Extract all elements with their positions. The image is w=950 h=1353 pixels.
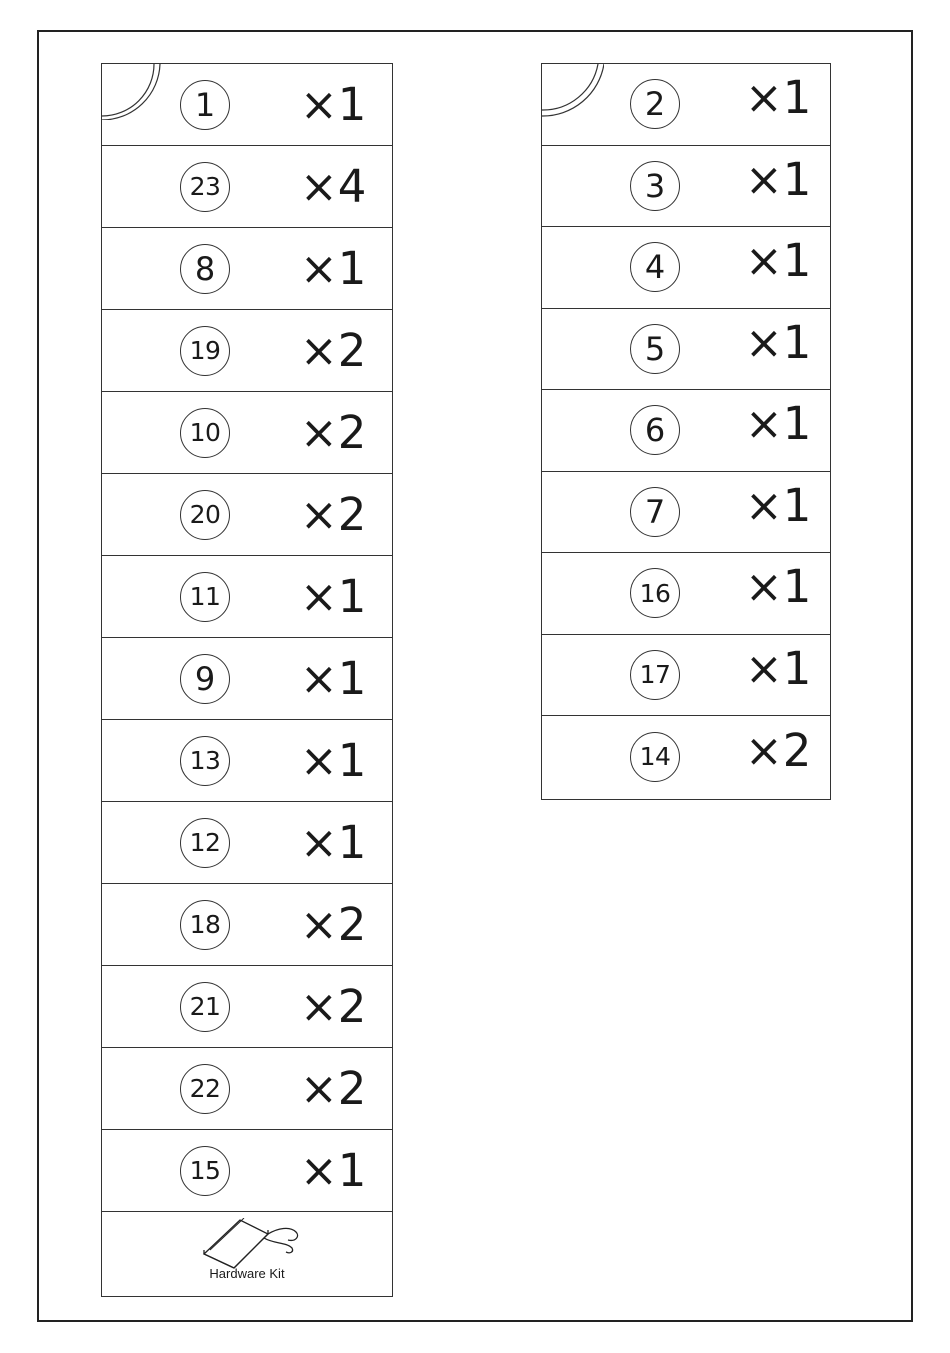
part-row bbox=[542, 309, 830, 391]
part-number-badge: 9 bbox=[180, 654, 230, 704]
part-row bbox=[102, 720, 392, 802]
part-number-badge: 16 bbox=[630, 568, 680, 618]
parts-list-left bbox=[101, 63, 393, 1297]
part-quantity: ×1 bbox=[745, 71, 812, 125]
hardware-kit-row bbox=[102, 1212, 392, 1294]
part-row bbox=[542, 716, 830, 798]
part-quantity: ×2 bbox=[300, 897, 367, 951]
part-row bbox=[542, 553, 830, 635]
part-row bbox=[102, 884, 392, 966]
part-row bbox=[102, 228, 392, 310]
part-number-badge: 10 bbox=[180, 408, 230, 458]
part-quantity: ×1 bbox=[300, 733, 367, 787]
part-number-badge: 7 bbox=[630, 487, 680, 537]
part-number-badge: 23 bbox=[180, 162, 230, 212]
part-number-badge: 22 bbox=[180, 1064, 230, 1114]
part-number-badge: 3 bbox=[630, 161, 680, 211]
part-row bbox=[542, 635, 830, 717]
part-quantity: ×2 bbox=[745, 723, 812, 777]
part-row bbox=[102, 310, 392, 392]
part-quantity: ×1 bbox=[300, 651, 367, 705]
hardware-kit-label: Hardware Kit bbox=[209, 1266, 285, 1281]
corner-arc-icon bbox=[542, 64, 604, 120]
part-quantity: ×4 bbox=[300, 159, 367, 213]
part-quantity: ×1 bbox=[745, 560, 812, 614]
part-row bbox=[542, 390, 830, 472]
part-number-badge: 11 bbox=[180, 572, 230, 622]
part-quantity: ×1 bbox=[300, 815, 367, 869]
part-number-badge: 14 bbox=[630, 732, 680, 782]
part-quantity: ×1 bbox=[745, 152, 812, 206]
part-number-badge: 20 bbox=[180, 490, 230, 540]
part-quantity: ×2 bbox=[300, 405, 367, 459]
part-quantity: ×2 bbox=[300, 1061, 367, 1115]
part-number-badge: 5 bbox=[630, 324, 680, 374]
hardware-kit-bag-icon bbox=[200, 1218, 304, 1270]
part-number-badge: 12 bbox=[180, 818, 230, 868]
part-number-badge: 15 bbox=[180, 1146, 230, 1196]
part-quantity: ×1 bbox=[300, 1143, 367, 1197]
part-quantity: ×1 bbox=[745, 234, 812, 288]
part-quantity: ×1 bbox=[745, 641, 812, 695]
part-row bbox=[102, 146, 392, 228]
part-quantity: ×2 bbox=[300, 323, 367, 377]
part-number-badge: 1 bbox=[180, 80, 230, 130]
part-row bbox=[102, 64, 392, 146]
part-number-badge: 4 bbox=[630, 242, 680, 292]
part-number-badge: 19 bbox=[180, 326, 230, 376]
part-row bbox=[102, 1048, 392, 1130]
part-row bbox=[102, 966, 392, 1048]
part-row bbox=[542, 64, 830, 146]
part-number-badge: 2 bbox=[630, 79, 680, 129]
part-number-badge: 21 bbox=[180, 982, 230, 1032]
part-row bbox=[102, 1130, 392, 1212]
part-quantity: ×1 bbox=[745, 397, 812, 451]
part-number-badge: 8 bbox=[180, 244, 230, 294]
part-row bbox=[102, 474, 392, 556]
part-number-badge: 6 bbox=[630, 405, 680, 455]
part-quantity: ×1 bbox=[745, 315, 812, 369]
part-row bbox=[102, 392, 392, 474]
part-number-badge: 17 bbox=[630, 650, 680, 700]
part-quantity: ×1 bbox=[745, 478, 812, 532]
part-row bbox=[102, 638, 392, 720]
corner-arc-icon bbox=[102, 64, 164, 120]
part-row bbox=[542, 472, 830, 554]
part-quantity: ×1 bbox=[300, 241, 367, 295]
part-quantity: ×2 bbox=[300, 487, 367, 541]
part-quantity: ×1 bbox=[300, 77, 367, 131]
part-quantity: ×1 bbox=[300, 569, 367, 623]
part-number-badge: 18 bbox=[180, 900, 230, 950]
part-number-badge: 13 bbox=[180, 736, 230, 786]
part-row bbox=[102, 556, 392, 638]
part-row bbox=[542, 146, 830, 228]
part-quantity: ×2 bbox=[300, 979, 367, 1033]
part-row bbox=[542, 227, 830, 309]
parts-list-right bbox=[541, 63, 831, 800]
part-row bbox=[102, 802, 392, 884]
